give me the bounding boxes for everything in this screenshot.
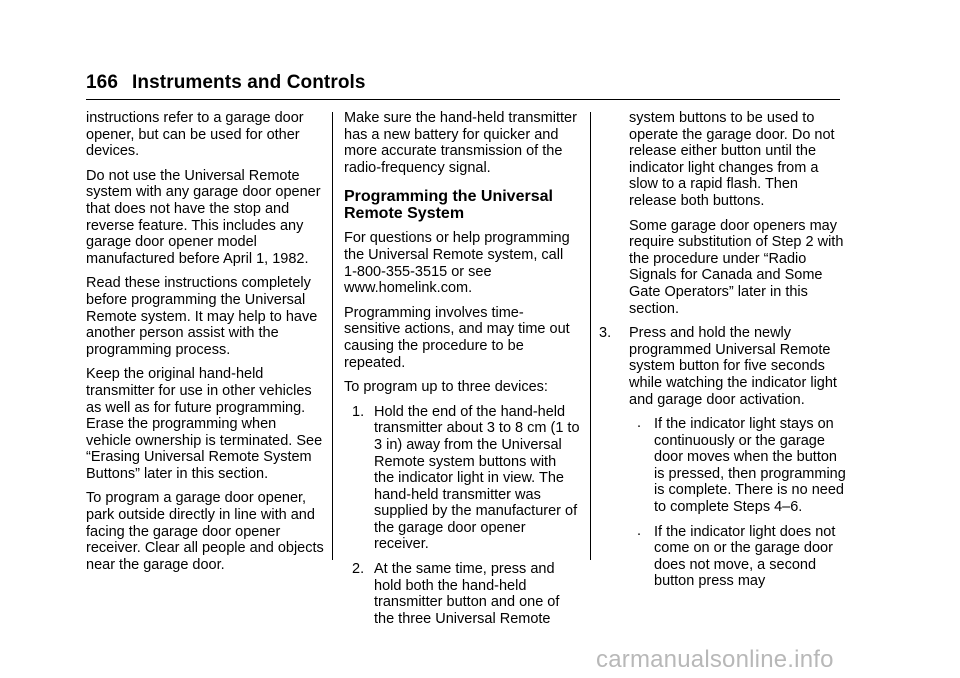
paragraph: Read these instructions completely before programming the Universal Remote system. It may help to have another person assist with the programming process.: [86, 275, 318, 358]
paragraph: Do not use the Universal Remote system with any garage door opener that does not have the stop and reverse feature. This includes any garage door opener model manufactured before April 1, 1982.: [86, 167, 321, 267]
paragraph: Make sure the hand-held transmitter has a new battery for quicker and more accurate transmission of the radio-frequency signal.: [344, 110, 577, 176]
section-title: Instruments and Controls: [132, 72, 366, 93]
bullet-text: If the indicator light does not come on or the garage door does not move, a second button press may: [654, 523, 836, 590]
column-3: [599, 110, 847, 598]
page-header: [86, 72, 366, 94]
bullet-item: [629, 524, 847, 590]
list-text: Hold the end of the hand-held transmitter about 3 to 8 cm (1 to 3 in) away from the Universal Remote system buttons with the indicator light in view. The hand-held transmitter was supplied by the manufacturer of the garage door opener receiver.: [374, 403, 580, 553]
list-number: 1.: [352, 403, 365, 420]
bullet-mark: .: [637, 415, 642, 432]
column-2: [344, 110, 580, 635]
list-number: 2.: [352, 561, 365, 578]
list-text: Press and hold the newly programmed Universal Remote system button for five seconds while watching the indicator light and garage door activation.: [629, 325, 837, 408]
list-item-step-2: [344, 561, 580, 627]
column-1: [86, 110, 324, 581]
list-note: Some garage door openers may require substitution of Step 2 with the procedure under “Radio Signals for Canada and Some Gate Operators” later in this section.: [629, 217, 844, 317]
paragraph: For questions or help programming the Universal Remote system, call 1-800-355-3515 or see www.homelink.com.: [344, 230, 570, 297]
paragraph: Keep the original hand-held transmitter for use in other vehicles as well as for future programming. Erase the programming when vehicle ownership is terminated. See “Erasing Universal Remote System Buttons” later in this section.: [86, 366, 323, 482]
list-continuation: system buttons to be used to operate the garage door. Do not release either button until the indicator light changes from a slow to a rapid flash. Then release both buttons.: [629, 110, 835, 209]
bullet-item: [629, 416, 847, 516]
column-divider-1: [332, 112, 333, 560]
column-divider-2: [590, 112, 591, 560]
paragraph: instructions refer to a garage door opener, but can be used for other devices.: [86, 110, 304, 160]
paragraph: Programming involves time-sensitive actions, and may time out causing the procedure to be repeated.: [344, 304, 570, 371]
header-rule: [86, 99, 840, 100]
section-heading: Programming the Universal Remote System: [344, 188, 553, 223]
page-number: 166: [86, 72, 119, 93]
bullet-mark: .: [637, 522, 642, 539]
list-item-step-3: [599, 325, 847, 408]
paragraph: To program up to three devices:: [344, 379, 548, 396]
watermark: carmanualsonline.info: [596, 646, 834, 673]
bullet-text: If the indicator light stays on continuously or the garage door moves when the button is pressed, then programming is complete. There is no need to complete Steps 4–6.: [654, 416, 846, 516]
list-text: At the same time, press and hold both the hand-held transmitter button and one of the three Universal Remote: [374, 561, 560, 627]
list-number: 3.: [599, 325, 612, 342]
paragraph: To program a garage door opener, park outside directly in line with and facing the garage door opener receiver. Clear all people and objects near the garage door.: [86, 490, 324, 573]
list-item-step-1: [344, 404, 580, 553]
